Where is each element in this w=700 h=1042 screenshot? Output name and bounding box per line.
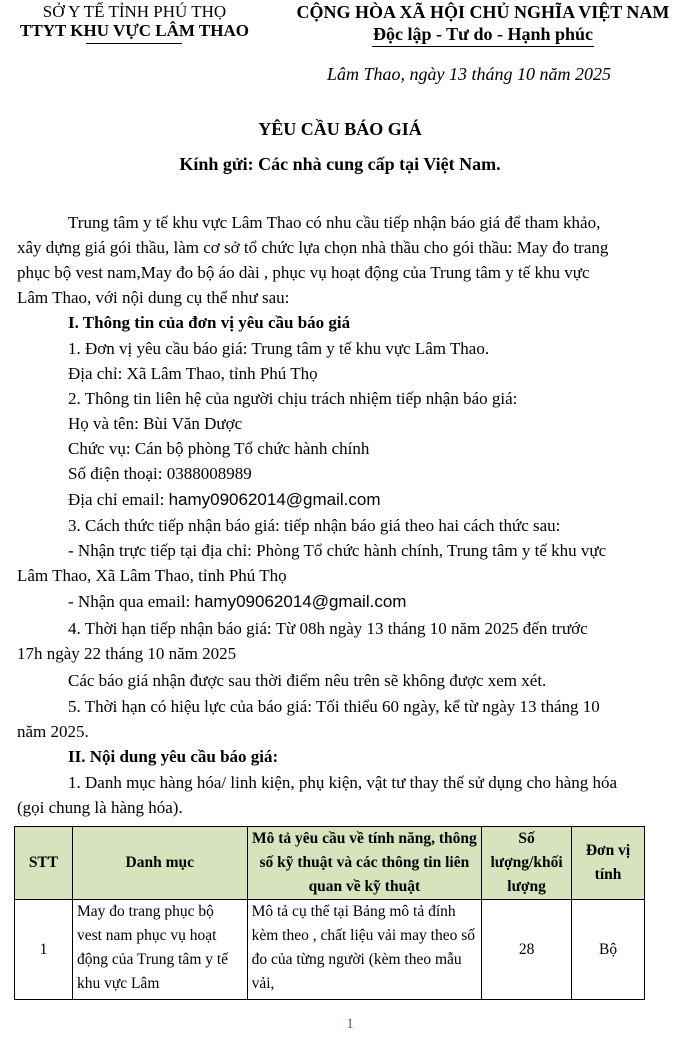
contact-phone: Số điện thoại: 0388008989 [68, 464, 252, 483]
center-name: TTYT KHU VỰC LÂM THAO [20, 21, 249, 40]
left-header-underline [86, 43, 182, 44]
header-description: Mô tả yêu cầu về tính năng, thông số kỹ thuật và các thông tin liên quan về kỹ thuật [247, 827, 482, 900]
validity-line: 5. Thời hạn có hiệu lực của báo giá: Tối thiểu 60 ngày, kể từ ngày 13 tháng 10 [68, 697, 600, 716]
section2-heading: II. Nội dung yêu cầu báo giá: [68, 747, 279, 766]
header-quantity: Số lượng/khối lượng [482, 827, 572, 900]
intro-line: phục bộ vest nam,May đo bộ áo dài , phục vụ hoạt động của Trung tâm y tế khu vực [17, 263, 590, 282]
contact-email-link[interactable]: hamy09062014@gmail.com [168, 490, 381, 509]
header-unit: Đơn vị tính [572, 827, 645, 900]
direct-receive-line: Lâm Thao, Xã Lâm Thao, tỉnh Phú Thọ [17, 566, 287, 585]
row-quantity: 28 [482, 900, 572, 1000]
receive-methods-heading: 3. Cách thức tiếp nhận báo giá: tiếp nhận báo giá theo hai cách thức sau: [68, 516, 561, 535]
intro-line: xây dựng giá gói thầu, làm cơ sở tổ chức lựa chọn nhà thầu cho gói thầu: May đo trang [17, 238, 609, 257]
contact-info-heading: 2. Thông tin liên hệ của người chịu trách nhiệm tiếp nhận báo giá: [68, 389, 518, 408]
row-description: Mô tả cụ thể tại Bảng mô tả đính kèm theo , chất liệu vải may theo số đo của từng người (kèm theo mẫu vải, [247, 900, 482, 1000]
row-stt: 1 [15, 900, 73, 1000]
receive-email-link[interactable]: hamy09062014@gmail.com [194, 592, 407, 611]
late-note: Các báo giá nhận được sau thời điểm nêu trên sẽ không được xem xét. [68, 671, 547, 690]
email-receive-line [68, 590, 406, 614]
row-unit: Bộ [572, 900, 645, 1000]
email-label: Địa chỉ email: [68, 490, 169, 509]
goods-list-line: 1. Danh mục hàng hóa/ linh kiện, phụ kiện, vật tư thay thế sử dụng cho hàng hóa [68, 773, 618, 792]
national-motto: Độc lập - Tư do - Hạnh phúc [372, 24, 594, 44]
intro-line: Lâm Thao, với nội dung cụ thể như sau: [17, 288, 290, 307]
contact-position: Chức vụ: Cán bộ phòng Tổ chức hành chính [68, 439, 370, 458]
recipient-line: Kính gửi: Các nhà cung cấp tại Việt Nam. [179, 154, 501, 174]
table-header-row [15, 827, 645, 900]
requester-unit: 1. Đơn vị yêu cầu báo giá: Trung tâm y tế khu vực Lâm Thao. [68, 339, 490, 358]
intro-line: Trung tâm y tế khu vực Lâm Thao có nhu cầu tiếp nhận báo giá để tham khảo, [68, 213, 601, 232]
document-date: Lâm Thao, ngày 13 tháng 10 năm 2025 [327, 64, 612, 84]
section1-heading: I. Thông tin của đơn vị yêu cầu báo giá [68, 313, 351, 332]
header-category: Danh mục [72, 827, 247, 900]
deadline-line: 17h ngày 22 tháng 10 năm 2025 [17, 644, 237, 663]
email-receive-label: - Nhận qua email: [68, 592, 195, 611]
validity-line: năm 2025. [17, 722, 89, 741]
row-category: May đo trang phục bộ vest nam phục vụ hoạt động của Trung tâm y tế khu vực Lâm [72, 900, 247, 1000]
document-title: YÊU CẦU BÁO GIÁ [258, 119, 422, 139]
contact-name: Họ và tên: Bùi Văn Dược [68, 414, 243, 433]
deadline-line: 4. Thời hạn tiếp nhận báo giá: Từ 08h ngày 13 tháng 10 năm 2025 đến trước [68, 619, 588, 638]
table-row [15, 900, 645, 1000]
national-title: CỘNG HÒA XÃ HỘI CHỦ NGHĨA VIỆT NAM [296, 2, 670, 22]
direct-receive-line: - Nhận trực tiếp tại địa chỉ: Phòng Tổ chức hành chính, Trung tâm y tế khu vực [68, 541, 607, 560]
header-stt: STT [15, 827, 73, 900]
goods-list-line: (gọi chung là hàng hóa). [17, 798, 183, 817]
goods-table [14, 826, 645, 1000]
requester-address: Địa chỉ: Xã Lâm Thao, tỉnh Phú Thọ [68, 364, 318, 383]
contact-email-line [68, 488, 381, 512]
motto-underline [372, 46, 594, 47]
page-number: 1 [346, 1016, 354, 1032]
agency-name: SỞ Y TẾ TỈNH PHÚ THỌ [42, 2, 227, 21]
